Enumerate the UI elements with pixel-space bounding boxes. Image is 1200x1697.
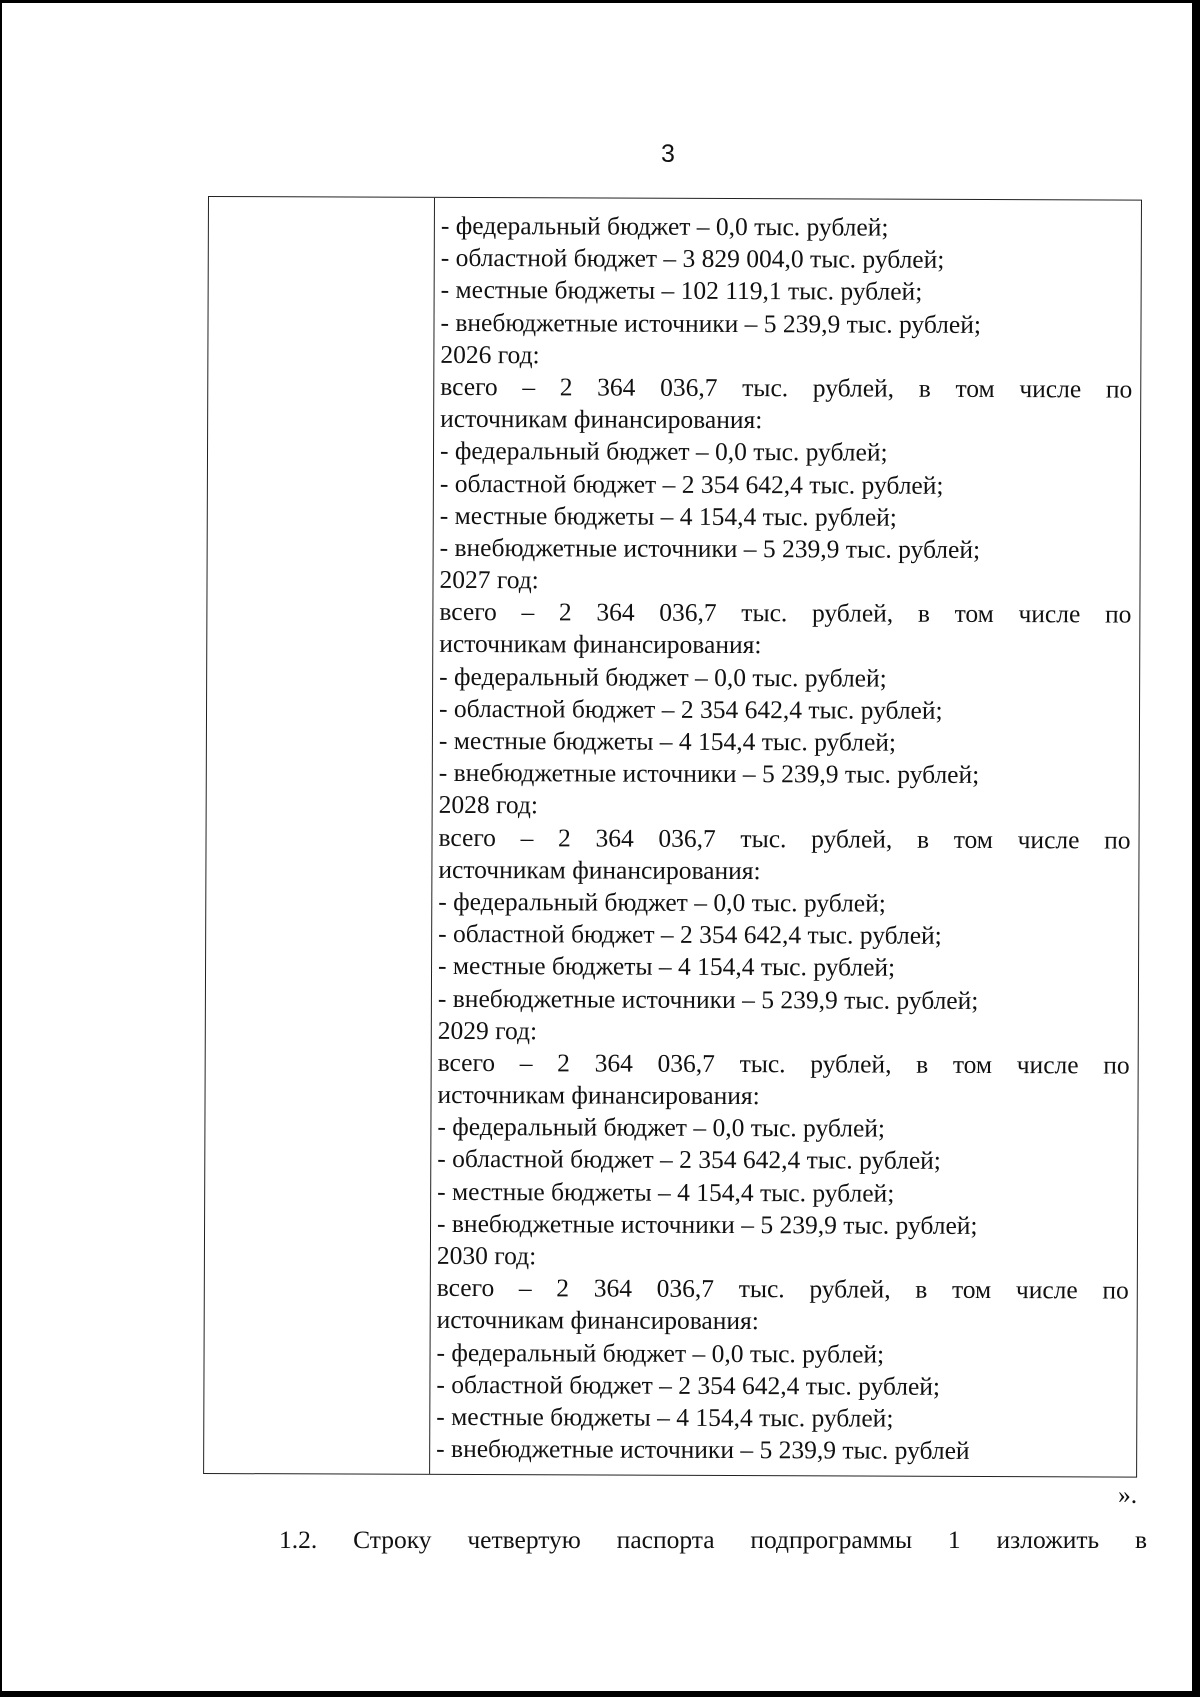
funding-line: 2028 год:: [438, 790, 539, 820]
funding-line: - федеральный бюджет – 0,0 тыс. рублей;: [436, 1337, 885, 1369]
funding-line: - федеральный бюджет – 0,0 тыс. рублей;: [437, 1112, 886, 1143]
funding-line: - федеральный бюджет – 0,0 тыс. рублей;: [439, 661, 887, 693]
funding-line: - федеральный бюджет – 0,0 тыс. рублей;: [440, 210, 889, 242]
funding-line: - внебюджетные источники – 5 239,9 тыс. рублей: [436, 1434, 970, 1466]
funding-line: - местные бюджеты – 4 154,4 тыс. рублей;: [439, 500, 897, 532]
funding-line: источникам финансирования:: [437, 1079, 760, 1111]
funding-line: - местные бюджеты – 4 154,4 тыс. рублей;: [436, 1401, 894, 1433]
funding-line: - внебюджетные источники – 5 239,9 тыс. рублей;: [439, 532, 981, 564]
funding-line: - областной бюджет – 2 354 642,4 тыс. рублей;: [438, 919, 942, 950]
funding-line: источникам финансирования:: [440, 404, 763, 435]
funding-line: - областной бюджет – 2 354 642,4 тыс. рублей;: [439, 468, 944, 500]
page-number: 3: [661, 140, 675, 168]
table-right-cell: [430, 210, 1133, 1468]
funding-line: - местные бюджеты – 102 119,1 тыс. рублей;: [440, 275, 923, 307]
funding-line: - местные бюджеты – 4 154,4 тыс. рублей;: [437, 951, 896, 982]
funding-line: 2026 год:: [440, 339, 540, 370]
funding-line: всего – 2 364 036,7 тыс. рублей, в том числе по: [436, 1273, 1129, 1305]
funding-line: - внебюджетные источники – 5 239,9 тыс. рублей;: [440, 307, 982, 339]
funding-line: - местные бюджеты – 4 154,4 тыс. рублей;: [438, 725, 897, 757]
funding-line: - федеральный бюджет – 0,0 тыс. рублей;: [438, 886, 886, 918]
funding-line: источникам финансирования:: [439, 629, 762, 660]
funding-line: - внебюджетные источники – 5 239,9 тыс. рублей;: [438, 758, 980, 790]
funding-line: - областной бюджет – 3 829 004,0 тыс. рублей;: [440, 243, 945, 275]
funding-line: 2030 год:: [436, 1240, 537, 1271]
funding-line: - внебюджетные источники – 5 239,9 тыс. рублей;: [437, 1208, 978, 1240]
funding-line: 2027 год:: [439, 564, 539, 595]
funding-line: - местные бюджеты – 4 154,4 тыс. рублей;: [437, 1176, 895, 1208]
funding-line: всего – 2 364 036,7 тыс. рублей, в том числе по: [438, 822, 1131, 855]
funding-line: - областной бюджет – 2 354 642,4 тыс. рублей;: [438, 693, 943, 725]
funding-line: - внебюджетные источники – 5 239,9 тыс. рублей;: [437, 983, 979, 1015]
funding-table: [203, 196, 1142, 1478]
next-paragraph: 1.2. Строку четвертую паспорта подпрограммы 1 изложить в: [279, 1525, 1147, 1554]
table-left-cell: [209, 197, 1141, 201]
funding-line: всего – 2 364 036,7 тыс. рублей, в том числе по: [437, 1047, 1130, 1080]
closing-quote: ».: [1118, 1480, 1138, 1509]
funding-line: - федеральный бюджет – 0,0 тыс. рублей;: [439, 436, 888, 467]
funding-line: 2029 год:: [437, 1015, 538, 1045]
funding-line: источникам финансирования:: [436, 1305, 759, 1336]
funding-line: - областной бюджет – 2 354 642,4 тыс. рублей;: [437, 1144, 941, 1176]
funding-line: всего – 2 364 036,7 тыс. рублей, в том числе по: [439, 597, 1132, 629]
funding-line: - областной бюджет – 2 354 642,4 тыс. рублей;: [436, 1369, 941, 1401]
funding-line: всего – 2 364 036,7 тыс. рублей, в том числе по: [440, 371, 1133, 404]
funding-line: источникам финансирования:: [438, 854, 761, 885]
